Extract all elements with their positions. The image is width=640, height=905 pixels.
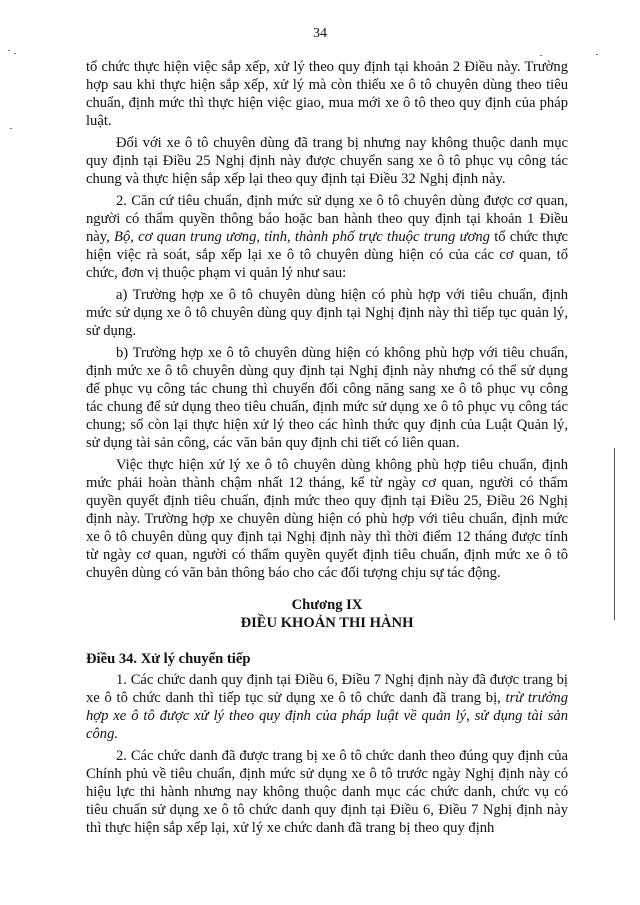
scan-speck bbox=[596, 54, 598, 55]
paragraph: tổ chức thực hiện việc sắp xếp, xử lý theo quy định tại khoản 2 Điều này. Trường hợp sau khi thực hiện sắp xếp, xử lý mà còn thiếu xe ô tô chuyên dùng theo tiêu chuẩn, định mức thì thực hiện việc giao, mua mới xe ô tô theo quy định của pháp luật. bbox=[86, 59, 568, 129]
chapter-title: ĐIỀU KHOẢN THI HÀNH bbox=[240, 615, 414, 631]
scan-binder-line bbox=[614, 448, 615, 620]
chapter-label: Chương IX bbox=[291, 597, 363, 613]
scan-speck bbox=[540, 55, 542, 56]
paragraph-item-a: a) Trường hợp xe ô tô chuyên dùng hiện có phù hợp với tiêu chuẩn, định mức sử dụng xe ô tô chuyên dùng quy định tại Nghị định này thì tiếp tục quản lý, sử dụng. bbox=[86, 287, 568, 339]
italic-text: trừ trường hợp xe ô tô được xử lý theo quy định của pháp luật về quản lý, sử dụng tài sản công. bbox=[86, 690, 569, 742]
scan-speck bbox=[8, 50, 10, 51]
paragraph-item-b: b) Trường hợp xe ô tô chuyên dùng hiện có không phù hợp với tiêu chuẩn, định mức xe ô tô chuyên dùng quy định tại Nghị định này nhưng có thể sử dụng để phục vụ công tác chung thì chuyển đổi công năng sang xe ô tô phục vụ công tác chung để sử dụng theo tiêu chuẩn, định mức sử dụng xe ô tô phục vụ công tác chung; số còn lại thực hiện xử lý theo các hình thức quy định của Luật Quản lý, sử dụng tài sản công, các văn bản quy định chi tiết có liên quan. bbox=[86, 345, 568, 451]
paragraph-34-1 bbox=[86, 671, 568, 743]
paragraph: Đối với xe ô tô chuyên dùng đã trang bị nhưng nay không thuộc danh mục quy định tại Điều 25 Nghị định này được chuyển sang xe ô tô phục vụ công tác chung và thực hiện sắp xếp lại theo quy định tại Điều 32 Nghị định này. bbox=[86, 135, 568, 187]
article-heading: Điều 34. Xử lý chuyển tiếp bbox=[86, 651, 251, 667]
scan-speck bbox=[14, 53, 16, 54]
paragraph-k2 bbox=[86, 192, 568, 282]
paragraph-34-2: 2. Các chức danh đã được trang bị xe ô tô chức danh theo đúng quy định của Chính phủ về tiêu chuẩn, định mức sử dụng xe ô tô trước ngày Nghị định này có hiệu lực thi hành nhưng nay không thuộc danh mục các chức danh, chức vụ có tiêu chuẩn sử dụng xe ô tô chức danh quy định tại Điều 6, Điều 7 Nghị định này thì thực hiện sắp xếp lại, xử lý xe chức danh đã trang bị theo quy định bbox=[86, 748, 568, 836]
text-run: 1. Các chức danh quy định tại Điều 6, Điều 7 Nghị định này đã được trang bị xe ô tô chức danh thì tiếp tục sử dụng xe ô tô chức danh đã trang bị, bbox=[86, 672, 568, 706]
paragraph: Việc thực hiện xử lý xe ô tô chuyên dùng không phù hợp tiêu chuẩn, định mức phải hoàn thành chậm nhất 12 tháng, kể từ ngày cơ quan, người có thẩm quyền quyết định tiêu chuẩn, định mức theo quy định tại Điều 25, Điều 26 Nghị định này. Trường hợp xe chuyên dùng hiện có phù hợp với tiêu chuẩn, định mức xe ô tô chuyên dùng quy định tại Nghị định này thì thời điểm 12 tháng được tính từ ngày cơ quan, người có thẩm quyền quyết định tiêu chuẩn, định mức xe ô tô chuyên dùng có văn bản thông báo cho các đối tượng chịu sự tác động. bbox=[86, 457, 568, 581]
scan-speck bbox=[10, 128, 12, 129]
text-run: 2. Căn cứ tiêu chuẩn, định mức sử dụng xe ô tô chuyên dùng được cơ quan, người có thẩm quyền thông báo hoặc ban hành theo quy định tại khoản 1 Điều này, bbox=[86, 193, 568, 245]
document-body bbox=[86, 58, 568, 841]
text-run: tổ chức thực hiện việc rà soát, sắp xếp lại xe ô tô chuyên dùng hiện có của các cơ quan, tổ chức, đơn vị thuộc phạm vi quản lý như sau: bbox=[86, 229, 569, 281]
page-number: 34 bbox=[313, 26, 327, 41]
italic-text: Bộ, cơ quan trung ương, tỉnh, thành phố trực thuộc trung ương bbox=[114, 229, 490, 245]
